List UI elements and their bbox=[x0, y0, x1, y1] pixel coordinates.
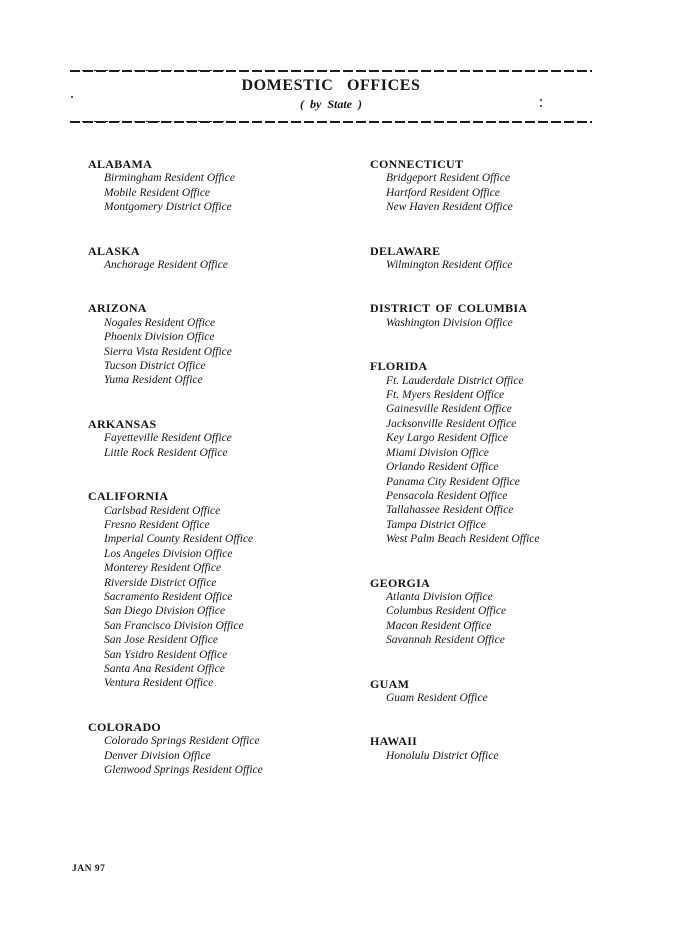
office-list bbox=[88, 258, 353, 272]
office-entry: Hartford Resident Office bbox=[386, 186, 500, 199]
office-entry: Guam Resident Office bbox=[386, 691, 488, 704]
column-left bbox=[88, 157, 353, 806]
office-list bbox=[370, 590, 655, 648]
office-entry: Key Largo Resident Office bbox=[386, 432, 508, 445]
header-rule-bottom bbox=[70, 121, 592, 123]
office-entry: New Haven Resident Office bbox=[386, 201, 513, 214]
scan-artifact-dot bbox=[71, 96, 73, 98]
office-entry: Glenwood Springs Resident Office bbox=[104, 764, 263, 776]
office-entry: Anchorage Resident Office bbox=[104, 259, 228, 272]
office-entry: Tampa District Office bbox=[386, 518, 486, 531]
state-group bbox=[370, 734, 655, 763]
office-entry: Savannah Resident Office bbox=[386, 634, 505, 647]
office-list bbox=[88, 504, 353, 691]
office-entry: Bridgeport Resident Office bbox=[386, 172, 510, 185]
scan-artifact-dot bbox=[540, 105, 542, 107]
state-heading: FLORIDA bbox=[370, 359, 428, 374]
state-group bbox=[370, 244, 655, 273]
state-heading: ALASKA bbox=[88, 243, 140, 258]
office-entry: Ft. Myers Resident Office bbox=[386, 389, 505, 402]
state-heading: DISTRICT OF COLUMBIA bbox=[370, 301, 528, 316]
state-group bbox=[370, 576, 655, 648]
state-heading: CONNECTICUT bbox=[370, 157, 464, 171]
office-entry: Phoenix Division Office bbox=[104, 331, 215, 344]
state-heading: ALABAMA bbox=[88, 157, 153, 171]
office-list bbox=[88, 316, 353, 388]
office-entry: Little Rock Resident Office bbox=[104, 446, 228, 459]
scan-artifact-dot bbox=[540, 99, 542, 101]
office-entry: Fresno Resident Office bbox=[104, 518, 210, 531]
office-list bbox=[370, 258, 655, 272]
state-group bbox=[88, 301, 353, 387]
office-entry: San Diego Division Office bbox=[104, 605, 226, 618]
office-entry: Pensacola Resident Office bbox=[386, 489, 508, 502]
state-heading: GUAM bbox=[370, 676, 410, 691]
office-entry: Wilmington Resident Office bbox=[386, 259, 513, 272]
state-heading: ARIZONA bbox=[88, 301, 147, 316]
office-entry: Monterey Resident Office bbox=[104, 562, 222, 575]
office-list bbox=[370, 316, 655, 330]
office-entry: Ventura Resident Office bbox=[104, 677, 214, 690]
office-entry: Ft. Lauderdale District Office bbox=[386, 374, 524, 387]
office-entry: Carlsbad Resident Office bbox=[104, 504, 221, 517]
office-entry: Panama City Resident Office bbox=[386, 475, 520, 488]
header-rule-top bbox=[70, 70, 592, 72]
state-group bbox=[88, 417, 353, 460]
office-list bbox=[88, 431, 353, 460]
state-heading: COLORADO bbox=[88, 719, 162, 734]
state-group bbox=[88, 157, 353, 215]
column-right bbox=[370, 157, 655, 792]
state-group bbox=[370, 157, 655, 215]
page-subtitle: ( by State ) bbox=[300, 97, 362, 111]
office-list bbox=[370, 691, 655, 705]
state-heading: HAWAII bbox=[370, 734, 418, 749]
office-entry: Atlanta Division Office bbox=[386, 590, 493, 603]
office-entry: Los Angeles Division Office bbox=[104, 547, 233, 560]
office-entry: Macon Resident Office bbox=[386, 619, 492, 632]
office-entry: Fayetteville Resident Office bbox=[104, 432, 232, 445]
office-entry: Imperial County Resident Office bbox=[104, 533, 254, 546]
office-entry: Miami Division Office bbox=[386, 446, 489, 459]
office-entry: Columbus Resident Office bbox=[386, 605, 507, 618]
office-entry: Denver Division Office bbox=[104, 749, 211, 762]
state-group bbox=[88, 489, 353, 691]
state-group bbox=[370, 359, 655, 546]
office-entry: Yuma Resident Office bbox=[104, 374, 203, 387]
office-entry: Santa Ana Resident Office bbox=[104, 662, 225, 675]
state-group bbox=[370, 301, 655, 330]
state-heading: ARKANSAS bbox=[88, 416, 157, 431]
office-list bbox=[88, 734, 353, 777]
office-entry: Sacramento Resident Office bbox=[104, 590, 233, 603]
office-list bbox=[88, 171, 353, 214]
office-entry: Mobile Resident Office bbox=[104, 186, 211, 199]
footer-date: JAN 97 bbox=[72, 864, 106, 874]
office-entry: San Jose Resident Office bbox=[104, 634, 219, 647]
office-entry: Orlando Resident Office bbox=[386, 461, 499, 474]
office-entry: West Palm Beach Resident Office bbox=[386, 533, 540, 546]
state-group bbox=[88, 720, 353, 778]
office-list bbox=[370, 374, 655, 547]
office-entry: Sierra Vista Resident Office bbox=[104, 345, 232, 358]
state-heading: GEORGIA bbox=[370, 575, 431, 590]
office-entry: Washington Division Office bbox=[386, 316, 513, 329]
state-heading: CALIFORNIA bbox=[88, 489, 169, 504]
header bbox=[70, 77, 592, 112]
page-title: DOMESTIC OFFICES bbox=[241, 77, 421, 94]
office-entry: Jacksonville Resident Office bbox=[386, 417, 517, 430]
office-entry: Honolulu District Office bbox=[386, 749, 499, 762]
state-group bbox=[370, 677, 655, 706]
office-list bbox=[370, 171, 655, 214]
state-heading: DELAWARE bbox=[370, 243, 441, 258]
office-list bbox=[370, 749, 655, 763]
office-entry: Tallahassee Resident Office bbox=[386, 504, 514, 517]
office-entry: Nogales Resident Office bbox=[104, 316, 216, 329]
office-entry: Montgomery District Office bbox=[104, 201, 232, 214]
office-entry: San Francisco Division Office bbox=[104, 619, 244, 632]
office-entry: San Ysidro Resident Office bbox=[104, 648, 228, 661]
office-entry: Birmingham Resident Office bbox=[104, 172, 235, 185]
office-entry: Gainesville Resident Office bbox=[386, 403, 512, 416]
office-entry: Tucson District Office bbox=[104, 360, 206, 373]
state-group bbox=[88, 244, 353, 273]
office-entry: Colorado Springs Resident Office bbox=[104, 735, 260, 748]
office-entry: Riverside District Office bbox=[104, 576, 217, 589]
